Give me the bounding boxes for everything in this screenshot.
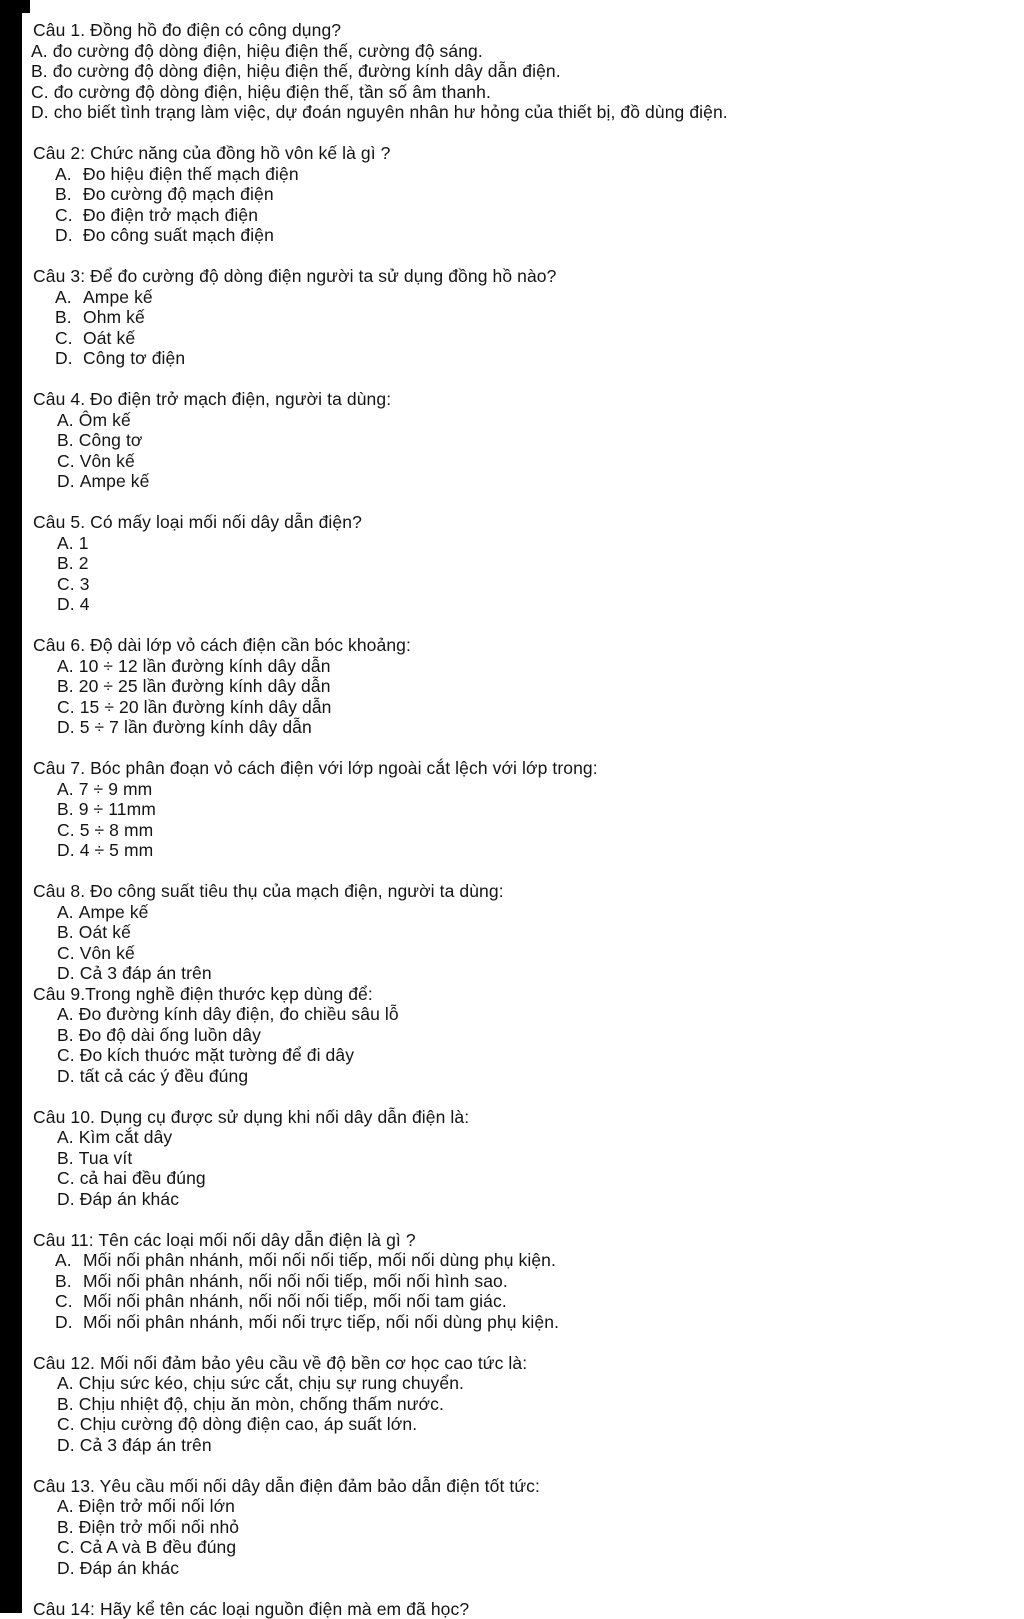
answer-option [57,1148,1008,1169]
answer-option [57,1517,1008,1538]
option-letter: B. [57,1025,74,1045]
option-letter: B. [57,1394,74,1414]
question-block-cau-4 [33,389,1008,492]
option-text: Mối nối phân nhánh, mối nối trực tiếp, nối nối dùng phụ kiện. [83,1312,559,1332]
option-text: 1 [79,533,89,553]
answer-option [57,1168,1008,1189]
question-title: Câu 11: Tên các loại mối nối dây dẫn điện là gì ? [33,1230,1008,1251]
question-block-cau-9 [33,984,1008,1087]
answer-option [55,348,1008,369]
answer-option [57,1127,1008,1148]
option-letter: B. [57,1148,74,1168]
question-block-cau-1 [33,20,1008,123]
question-title: Câu 14: Hãy kể tên các loại nguồn điện mà em đã học? [33,1599,1008,1619]
question-block-cau-13 [33,1476,1008,1579]
option-text: 3 [80,574,90,594]
question-block-cau-14 [33,1599,1008,1619]
option-letter: A. [55,1250,83,1271]
option-text: Đo điện trở mạch điện [83,205,258,225]
question-title: Câu 9.Trong nghề điện thước kẹp dùng để: [33,984,1008,1005]
answer-option [31,61,1008,82]
question-block-cau-5 [33,512,1008,615]
option-text: 4 ÷ 5 mm [80,840,154,860]
option-text: Công tơ điện [83,348,185,368]
answer-option [57,410,1008,431]
option-letter: A. [57,1004,74,1024]
question-title: Câu 10. Dụng cụ được sử dụng khi nối dây dẫn điện là: [33,1107,1008,1128]
question-block-cau-10 [33,1107,1008,1210]
answer-option [57,574,1008,595]
option-text: 2 [79,553,89,573]
answer-option [55,287,1008,308]
option-letter: A. [57,533,74,553]
option-text: Chịu cường độ dòng điện cao, áp suất lớn. [80,1414,417,1434]
option-letter: D. [55,348,83,369]
answer-option [57,1537,1008,1558]
answer-option [55,307,1008,328]
answer-option [55,1250,1008,1271]
question-title: Câu 8. Đo công suất tiêu thụ của mạch điện, người ta dùng: [33,881,1008,902]
answer-option [55,328,1008,349]
question-block-cau-11 [33,1230,1008,1333]
answer-option [57,1435,1008,1456]
option-text: 5 ÷ 8 mm [80,820,154,840]
answer-option [57,902,1008,923]
option-letter: C. [55,205,83,226]
option-letter: D. [57,717,75,737]
option-letter: D. [55,225,83,246]
option-text: 4 [80,594,90,614]
answer-option [57,799,1008,820]
option-text: 7 ÷ 9 mm [79,779,153,799]
option-text: cho biết tình trạng làm việc, dự đoán nguyên nhân hư hỏng của thiết bị, đồ dùng điện. [54,102,728,122]
question-title: Câu 1. Đồng hồ đo điện có công dụng? [33,20,1008,41]
option-letter: B. [55,1271,83,1292]
option-letter: D. [55,1312,83,1333]
answer-option [57,1496,1008,1517]
option-text: Kìm cắt dây [79,1127,173,1147]
option-letter: A. [57,1373,74,1393]
option-text: Đo công suất mạch điện [83,225,274,245]
option-text: 10 ÷ 12 lần đường kính dây dẫn [79,656,331,676]
option-text: Đo kích thuớc mặt tường để đi dây [80,1045,354,1065]
answer-option [57,922,1008,943]
answer-option [55,184,1008,205]
answer-option [57,451,1008,472]
option-letter: B. [57,553,74,573]
option-letter: B. [57,922,74,942]
option-letter: D. [57,594,75,614]
answer-option [57,963,1008,984]
answer-option [57,471,1008,492]
question-title: Câu 13. Yêu cầu mối nối dây dẫn điện đảm bảo dẫn điện tốt tức: [33,1476,1008,1497]
option-letter: D. [57,1435,75,1455]
option-text: Cả A và B đều đúng [80,1537,237,1557]
option-letter: C. [57,820,75,840]
option-letter: A. [31,41,48,61]
option-letter: B. [31,61,48,81]
answer-option [57,943,1008,964]
option-text: Đáp án khác [80,1189,179,1209]
option-letter: C. [57,943,75,963]
option-letter: B. [57,676,74,696]
option-letter: C. [57,451,75,471]
answer-option [57,1373,1008,1394]
option-text: Điện trở mối nối nhỏ [79,1517,239,1537]
question-title: Câu 2: Chức năng của đồng hồ vôn kế là gì ? [33,143,1008,164]
option-text: Vôn kế [80,943,135,963]
option-letter: D. [57,1189,75,1209]
option-text: 5 ÷ 7 lần đường kính dây dẫn [80,717,312,737]
question-title: Câu 7. Bóc phân đoạn vỏ cách điện với lớp ngoài cắt lệch với lớp trong: [33,758,1008,779]
option-letter: A. [57,902,74,922]
answer-option [31,82,1008,103]
answer-option [31,102,1008,123]
option-letter: C. [55,1291,83,1312]
option-text: Đo hiệu điện thế mạch điện [83,164,299,184]
option-letter: C. [57,1537,75,1557]
option-letter: D. [57,963,75,983]
answer-option [57,779,1008,800]
option-letter: A. [57,1496,74,1516]
option-text: Ôm kế [79,410,131,430]
option-text: Ampe kế [83,287,153,307]
option-text: đo cường độ dòng điện, hiệu điện thế, đường kính dây dẫn điện. [53,61,561,81]
answer-option [55,1312,1008,1333]
option-text: Đo đường kính dây điện, đo chiều sâu lỗ [79,1004,399,1024]
option-letter: A. [57,1127,74,1147]
option-letter: C. [31,82,49,102]
answer-option [55,1291,1008,1312]
question-block-cau-3 [33,266,1008,369]
option-text: Công tơ [79,430,143,450]
option-text: 9 ÷ 11mm [79,799,156,819]
option-text: Oát kế [79,922,131,942]
question-title: Câu 6. Độ dài lớp vỏ cách điện cần bóc khoảng: [33,635,1008,656]
option-letter: D. [57,1066,75,1086]
answer-option [57,820,1008,841]
option-text: Điện trở mối nối lớn [79,1496,235,1516]
option-letter: A. [57,779,74,799]
option-text: Mối nối phân nhánh, nối nối nối tiếp, mối nối tam giác. [83,1291,507,1311]
option-text: Mối nối phân nhánh, mối nối nối tiếp, mối nối dùng phụ kiện. [83,1250,556,1270]
answer-option [57,840,1008,861]
option-text: Vôn kế [80,451,135,471]
option-letter: A. [57,656,74,676]
question-block-cau-8 [33,881,1008,984]
option-text: Đo độ dài ống luồn dây [79,1025,261,1045]
answer-option [57,676,1008,697]
answer-option [57,533,1008,554]
option-letter: B. [57,430,74,450]
option-text: đo cường độ dòng điện, hiệu điện thế, cường độ sáng. [53,41,483,61]
answer-option [55,205,1008,226]
answer-option [57,1414,1008,1435]
answer-option [57,1066,1008,1087]
option-text: Đo cường độ mạch điện [83,184,274,204]
option-text: tất cả các ý đều đúng [80,1066,248,1086]
option-text: Cả 3 đáp án trên [80,1435,212,1455]
option-text: cả hai đều đúng [80,1168,206,1188]
option-letter: C. [55,328,83,349]
answer-option [57,656,1008,677]
option-letter: A. [57,410,74,430]
question-block-cau-12 [33,1353,1008,1456]
option-text: Chịu nhiệt độ, chịu ăn mòn, chống thấm nước. [79,1394,444,1414]
option-letter: D. [57,1558,75,1578]
question-title: Câu 12. Mối nối đảm bảo yêu cầu về độ bền cơ học cao tức là: [33,1353,1008,1374]
answer-option [57,594,1008,615]
question-block-cau-7 [33,758,1008,861]
option-letter: A. [55,287,83,308]
question-block-cau-2 [33,143,1008,246]
option-text: 20 ÷ 25 lần đường kính dây dẫn [79,676,331,696]
option-text: Ampe kế [79,902,149,922]
answer-option [57,430,1008,451]
option-letter: B. [57,799,74,819]
option-text: Ampe kế [80,471,150,491]
option-text: Oát kế [83,328,135,348]
answer-option [57,1004,1008,1025]
option-letter: B. [57,1517,74,1537]
option-letter: C. [57,1168,75,1188]
answer-option [57,1394,1008,1415]
answer-option [31,41,1008,62]
option-letter: B. [55,184,83,205]
answer-option [57,1189,1008,1210]
option-letter: C. [57,1414,75,1434]
answer-option [55,225,1008,246]
answer-option [57,1025,1008,1046]
question-title: Câu 5. Có mấy loại mối nối dây dẫn điện? [33,512,1008,533]
option-text: Chịu sức kéo, chịu sức cắt, chịu sự rung chuyển. [79,1373,464,1393]
option-letter: A. [55,164,83,185]
answer-option [57,1045,1008,1066]
option-text: Cả 3 đáp án trên [80,963,212,983]
option-text: đo cường độ dòng điện, hiệu điện thế, tần số âm thanh. [54,82,491,102]
option-text: Mối nối phân nhánh, nối nối nối tiếp, mối nối hình sao. [83,1271,508,1291]
option-letter: C. [57,1045,75,1065]
answer-option [57,553,1008,574]
option-text: Tua vít [79,1148,133,1168]
option-letter: C. [57,697,75,717]
answer-option [57,1558,1008,1579]
option-text: Ohm kế [83,307,145,327]
option-letter: C. [57,574,75,594]
question-title: Câu 3: Để đo cường độ dòng điện người ta sử dụng đồng hồ nào? [33,266,1008,287]
question-title: Câu 4. Đo điện trở mạch điện, người ta dùng: [33,389,1008,410]
option-letter: D. [57,471,75,491]
option-letter: D. [57,840,75,860]
answer-option [55,164,1008,185]
option-letter: B. [55,307,83,328]
option-text: 15 ÷ 20 lần đường kính dây dẫn [80,697,332,717]
answer-option [57,697,1008,718]
option-letter: D. [31,102,49,122]
answer-option [57,717,1008,738]
answer-option [55,1271,1008,1292]
option-text: Đáp án khác [80,1558,179,1578]
question-block-cau-6 [33,635,1008,738]
